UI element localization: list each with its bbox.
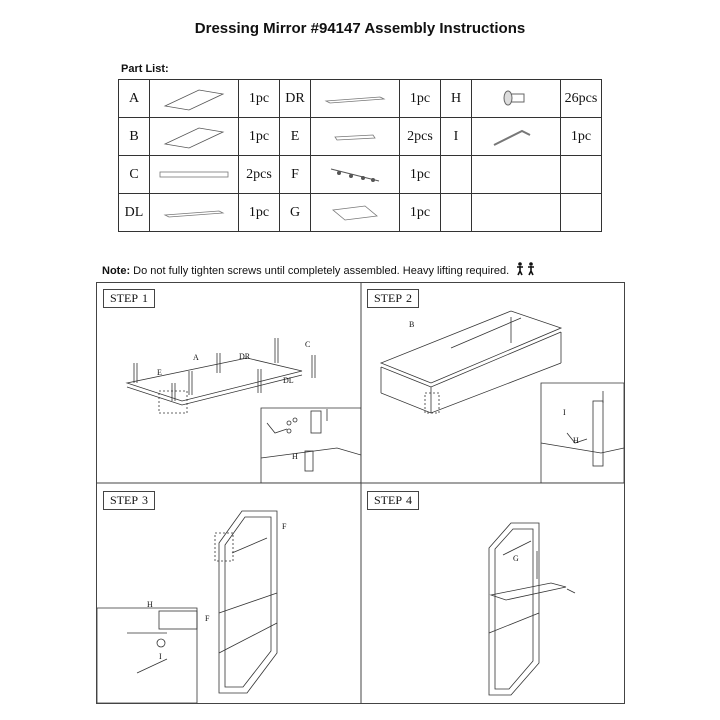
- part-key: I: [441, 118, 472, 156]
- frame-panel-icon: [150, 80, 239, 118]
- part-qty: [561, 194, 602, 232]
- steps-grid: [96, 282, 625, 704]
- step-4-heading: STEP 4: [367, 491, 419, 510]
- part-qty: 2pcs: [400, 118, 441, 156]
- two-people-lifting-icon: [515, 262, 537, 276]
- callout: B: [409, 320, 415, 329]
- part-key: [441, 156, 472, 194]
- step-2-drawing: [361, 283, 624, 483]
- step-2-panel: [361, 283, 624, 483]
- callout: H: [292, 452, 298, 461]
- short-bar-icon: [311, 118, 400, 156]
- step-4-panel: [361, 483, 624, 703]
- frame-panel-icon: [150, 118, 239, 156]
- part-key: C: [119, 156, 150, 194]
- part-key: [441, 194, 472, 232]
- part-key: H: [441, 80, 472, 118]
- note: [102, 262, 537, 277]
- step-4-drawing: [361, 483, 624, 703]
- part-qty: 1pc: [400, 194, 441, 232]
- part-qty: 1pc: [400, 80, 441, 118]
- part-qty: 1pc: [400, 156, 441, 194]
- part-qty: 1pc: [561, 118, 602, 156]
- long-bar-icon: [150, 156, 239, 194]
- part-qty: 1pc: [239, 118, 280, 156]
- shelf-icon: [311, 194, 400, 232]
- screw-icon: [472, 80, 561, 118]
- callout: E: [157, 368, 162, 377]
- part-row: [119, 194, 602, 232]
- step-2-heading: STEP 2: [367, 289, 419, 308]
- step-1-panel: [97, 283, 361, 483]
- part-key: G: [280, 194, 311, 232]
- part-key: DL: [119, 194, 150, 232]
- callout: F: [205, 614, 210, 623]
- callout: I: [159, 652, 162, 661]
- part-qty: [561, 156, 602, 194]
- part-qty: 1pc: [239, 80, 280, 118]
- part-list-table: [118, 79, 602, 232]
- part-key: B: [119, 118, 150, 156]
- part-row: [119, 118, 602, 156]
- callout: G: [513, 554, 519, 563]
- part-key: A: [119, 80, 150, 118]
- callout: C: [305, 340, 311, 349]
- callout: H: [147, 600, 153, 609]
- callout: I: [563, 408, 566, 417]
- step-3-heading: STEP 3: [103, 491, 155, 510]
- bar-icon: [150, 194, 239, 232]
- part-list-label: Part List:: [121, 63, 169, 75]
- hook-bar-icon: [311, 156, 400, 194]
- bar-icon: [311, 80, 400, 118]
- allen-key-icon: [472, 118, 561, 156]
- part-row: [119, 156, 602, 194]
- note-label: Note:: [102, 265, 131, 277]
- step-3-drawing: [97, 483, 361, 703]
- step-1-heading: STEP 1: [103, 289, 155, 308]
- part-row: [119, 80, 602, 118]
- part-key: F: [280, 156, 311, 194]
- callout: H: [573, 436, 579, 445]
- note-text: Do not fully tighten screws until completely assembled. Heavy lifting required.: [133, 265, 510, 277]
- step-1-drawing: [97, 283, 361, 483]
- part-qty: 1pc: [239, 194, 280, 232]
- callout: F: [282, 522, 287, 531]
- part-key: DR: [280, 80, 311, 118]
- part-key: E: [280, 118, 311, 156]
- callout: A: [193, 353, 199, 362]
- part-qty: 2pcs: [239, 156, 280, 194]
- empty-cell: [472, 156, 561, 194]
- part-qty: 26pcs: [561, 80, 602, 118]
- callout: DL: [283, 376, 294, 385]
- step-3-panel: [97, 483, 361, 703]
- callout: DR: [239, 352, 251, 361]
- page-title: Dressing Mirror #94147 Assembly Instructions: [194, 20, 526, 37]
- empty-cell: [472, 194, 561, 232]
